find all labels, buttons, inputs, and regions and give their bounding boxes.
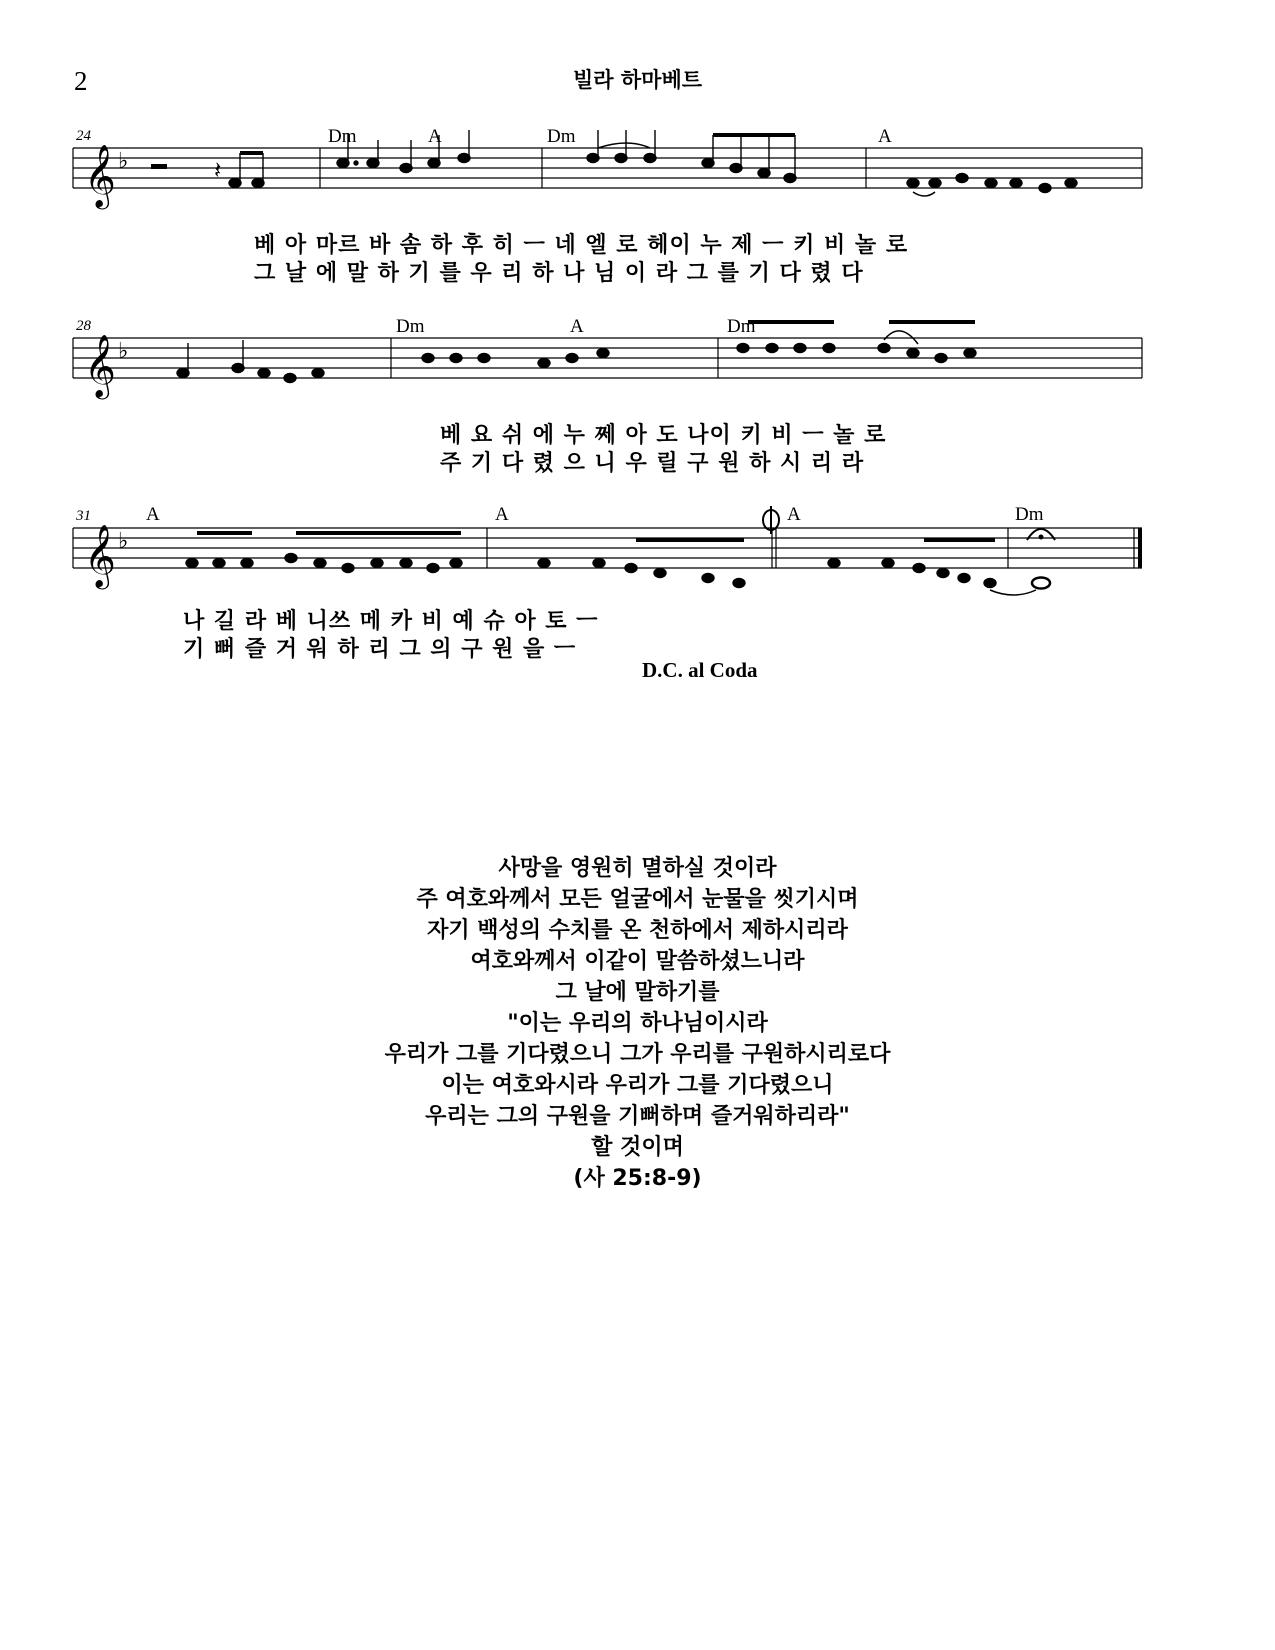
music-staff bbox=[0, 140, 1275, 220]
chord-symbol: A bbox=[570, 316, 584, 337]
lyrics-line-2: 그 날 에 말 하 기 를 우 리 하 나 님 이 라 그 를 기 다 렸 다 bbox=[254, 261, 864, 286]
verse-line: 자기 백성의 수치를 온 천하에서 제하시리라 bbox=[427, 918, 848, 943]
measure-number: 31 bbox=[76, 508, 91, 524]
scripture-text bbox=[0, 853, 1275, 1194]
chord-symbol: A bbox=[878, 126, 892, 147]
lyrics-line-1: 나 길 라 베 니쓰 메 카 비 예 슈 아 토 ㅡ bbox=[183, 609, 599, 634]
verse-line: 우리가 그를 기다렸으니 그가 우리를 구원하시리로다 bbox=[384, 1042, 891, 1067]
chord-symbol: A bbox=[428, 126, 442, 147]
verse-line: 주 여호와께서 모든 얼굴에서 눈물을 씻기시며 bbox=[416, 887, 859, 912]
treble-clef-icon: 𝄞 bbox=[84, 144, 116, 207]
verse-reference: (사 25:8-9) bbox=[573, 1166, 702, 1191]
measure-number: 24 bbox=[76, 128, 91, 144]
lyrics-line-2: 기 뻐 즐 거 워 하 리 그 의 구 원 을 ㅡ bbox=[183, 637, 577, 662]
lyrics-line-2: 주 기 다 렸 으 니 우 릴 구 원 하 시 리 라 bbox=[440, 451, 865, 476]
treble-clef-icon: 𝄞 bbox=[84, 334, 116, 397]
music-staff bbox=[0, 508, 1275, 598]
page-number: 2 bbox=[74, 66, 88, 96]
chord-symbol: A bbox=[787, 504, 801, 525]
lyrics-line-1: 베 아 마르 바 솜 하 후 히 ㅡ 네 엘 로 헤이 누 제 ㅡ 키 비 놀 로 bbox=[254, 233, 909, 258]
dc-al-coda-text: D.C. al Coda bbox=[642, 658, 758, 682]
measure-number: 28 bbox=[76, 318, 91, 334]
chord-symbol: Dm bbox=[328, 126, 357, 147]
chord-symbol: A bbox=[495, 504, 509, 525]
chord-symbol: Dm bbox=[1015, 504, 1044, 525]
chord-symbol: Dm bbox=[547, 126, 576, 147]
verse-line: "이는 우리의 하나님이시라 bbox=[507, 1011, 768, 1036]
flat-sign-icon: ♭ bbox=[118, 339, 129, 364]
chord-symbol: Dm bbox=[396, 316, 425, 337]
lyrics-line-1: 베 요 쉬 에 누 쩨 아 도 나이 키 비 ㅡ 놀 로 bbox=[440, 423, 887, 448]
song-title: 빌라 하마베트 bbox=[572, 68, 703, 92]
verse-line: 이는 여호와시라 우리가 그를 기다렸으니 bbox=[441, 1073, 834, 1098]
verse-line: 우리는 그의 구원을 기뻐하며 즐거워하리라" bbox=[425, 1104, 850, 1129]
chord-symbol: Dm bbox=[727, 316, 756, 337]
flat-sign-icon: ♭ bbox=[118, 149, 129, 174]
verse-line: 그 날에 말하기를 bbox=[555, 980, 720, 1005]
quarter-rest-icon: 𝄽 bbox=[214, 156, 222, 184]
verse-line: 할 것이며 bbox=[591, 1135, 684, 1160]
verse-line: 여호와께서 이같이 말씀하셨느니라 bbox=[470, 949, 805, 974]
treble-clef-icon: 𝄞 bbox=[84, 524, 116, 587]
flat-sign-icon: ♭ bbox=[118, 529, 129, 554]
chord-symbol: A bbox=[146, 504, 160, 525]
verse-line: 사망을 영원히 멸하실 것이라 bbox=[498, 856, 777, 881]
music-staff bbox=[0, 330, 1275, 410]
